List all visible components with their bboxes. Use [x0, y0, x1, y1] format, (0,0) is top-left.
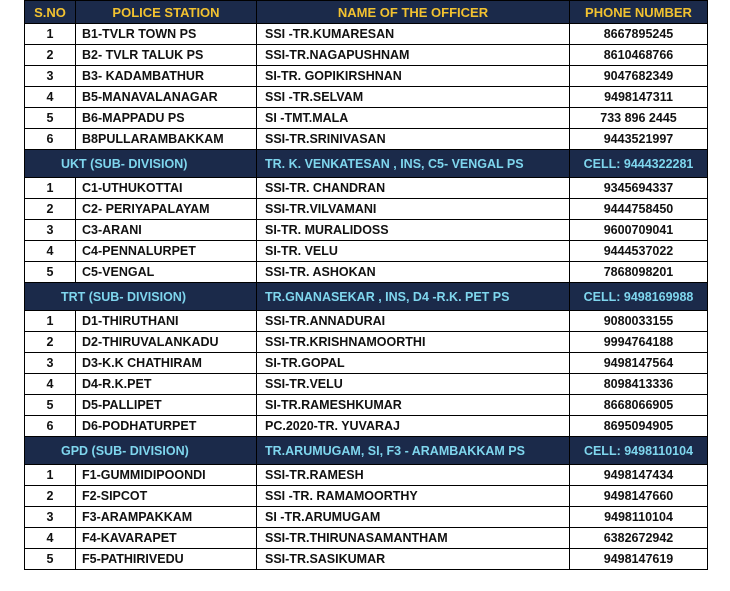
header-phone: PHONE NUMBER	[570, 1, 708, 24]
phone-cell: 9047682349	[570, 66, 708, 87]
sno-cell: 1	[25, 311, 76, 332]
phone-cell: 9080033155	[570, 311, 708, 332]
station-cell: C2- PERIYAPALAYAM	[76, 199, 257, 220]
sno-cell: 2	[25, 486, 76, 507]
table-row	[25, 416, 708, 437]
phone-cell: 9498147660	[570, 486, 708, 507]
officer-cell: SI-TR. VELU	[257, 241, 570, 262]
station-cell: D4-R.K.PET	[76, 374, 257, 395]
officer-cell: SSI-TR.VILVAMANI	[257, 199, 570, 220]
phone-cell: 6382672942	[570, 528, 708, 549]
station-cell: B1-TVLR TOWN PS	[76, 24, 257, 45]
header-station: POLICE STATION	[76, 1, 257, 24]
table-row	[25, 199, 708, 220]
sno-cell: 4	[25, 528, 76, 549]
phone-cell: 9498147619	[570, 549, 708, 570]
table-row	[25, 395, 708, 416]
officer-cell: PC.2020-TR. YUVARAJ	[257, 416, 570, 437]
phone-cell: 8610468766	[570, 45, 708, 66]
phone-cell: 9498147311	[570, 87, 708, 108]
sno-cell: 5	[25, 262, 76, 283]
sno-cell: 1	[25, 465, 76, 486]
subdivision-name: UKT (SUB- DIVISION)	[25, 150, 257, 178]
table-row	[25, 311, 708, 332]
phone-cell: 9345694337	[570, 178, 708, 199]
officer-cell: SSI -TR.SELVAM	[257, 87, 570, 108]
subdivision-row	[25, 437, 708, 465]
officer-cell: SSI-TR.NAGAPUSHNAM	[257, 45, 570, 66]
sno-cell: 3	[25, 220, 76, 241]
sno-cell: 6	[25, 416, 76, 437]
station-cell: F5-PATHIRIVEDU	[76, 549, 257, 570]
officer-cell: SI-TR.RAMESHKUMAR	[257, 395, 570, 416]
table-row	[25, 262, 708, 283]
station-cell: D3-K.K CHATHIRAM	[76, 353, 257, 374]
phone-cell: 733 896 2445	[570, 108, 708, 129]
police-directory-table	[24, 0, 708, 570]
sno-cell: 4	[25, 241, 76, 262]
sno-cell: 1	[25, 24, 76, 45]
officer-cell: SI -TMT.MALA	[257, 108, 570, 129]
sno-cell: 1	[25, 178, 76, 199]
sno-cell: 3	[25, 507, 76, 528]
station-cell: C4-PENNALURPET	[76, 241, 257, 262]
header-sno: S.NO	[25, 1, 76, 24]
table-row	[25, 241, 708, 262]
station-cell: B3- KADAMBATHUR	[76, 66, 257, 87]
phone-cell: 9443521997	[570, 129, 708, 150]
subdivision-officer: TR.GNANASEKAR , INS, D4 -R.K. PET PS	[257, 283, 570, 311]
officer-cell: SSI-TR. CHANDRAN	[257, 178, 570, 199]
officer-cell: SSI-TR.THIRUNASAMANTHAM	[257, 528, 570, 549]
table-row	[25, 353, 708, 374]
subdivision-cell: CELL: 9498169988	[570, 283, 708, 311]
table-row	[25, 129, 708, 150]
station-cell: D5-PALLIPET	[76, 395, 257, 416]
subdivision-cell: CELL: 9498110104	[570, 437, 708, 465]
officer-cell: SI -TR.ARUMUGAM	[257, 507, 570, 528]
table-row	[25, 178, 708, 199]
sno-cell: 3	[25, 353, 76, 374]
phone-cell: 9498110104	[570, 507, 708, 528]
station-cell: F2-SIPCOT	[76, 486, 257, 507]
phone-cell: 8667895245	[570, 24, 708, 45]
phone-cell: 8695094905	[570, 416, 708, 437]
subdivision-row	[25, 283, 708, 311]
table-row	[25, 374, 708, 395]
phone-cell: 9600709041	[570, 220, 708, 241]
table-row	[25, 220, 708, 241]
officer-cell: SI-TR. GOPIKIRSHNAN	[257, 66, 570, 87]
station-cell: B8PULLARAMBAKKAM	[76, 129, 257, 150]
subdivision-name: GPD (SUB- DIVISION)	[25, 437, 257, 465]
phone-cell: 7868098201	[570, 262, 708, 283]
station-cell: B5-MANAVALANAGAR	[76, 87, 257, 108]
station-cell: F4-KAVARAPET	[76, 528, 257, 549]
subdivision-row	[25, 150, 708, 178]
station-cell: F3-ARAMPAKKAM	[76, 507, 257, 528]
sno-cell: 3	[25, 66, 76, 87]
table-row	[25, 528, 708, 549]
table-row	[25, 549, 708, 570]
table-body	[25, 24, 708, 570]
sno-cell: 6	[25, 129, 76, 150]
subdivision-officer: TR. K. VENKATESAN , INS, C5- VENGAL PS	[257, 150, 570, 178]
officer-cell: SSI-TR.RAMESH	[257, 465, 570, 486]
table-row	[25, 45, 708, 66]
table-row	[25, 66, 708, 87]
sno-cell: 2	[25, 45, 76, 66]
station-cell: D1-THIRUTHANI	[76, 311, 257, 332]
station-cell: C5-VENGAL	[76, 262, 257, 283]
officer-cell: SSI-TR.ANNADURAI	[257, 311, 570, 332]
station-cell: F1-GUMMIDIPOONDI	[76, 465, 257, 486]
sno-cell: 5	[25, 108, 76, 129]
officer-cell: SSI-TR.VELU	[257, 374, 570, 395]
officer-cell: SSI-TR.SASIKUMAR	[257, 549, 570, 570]
subdivision-cell: CELL: 9444322281	[570, 150, 708, 178]
officer-cell: SSI -TR. RAMAMOORTHY	[257, 486, 570, 507]
station-cell: B2- TVLR TALUK PS	[76, 45, 257, 66]
phone-cell: 9498147434	[570, 465, 708, 486]
station-cell: D6-PODHATURPET	[76, 416, 257, 437]
sno-cell: 4	[25, 374, 76, 395]
table-row	[25, 87, 708, 108]
phone-cell: 8098413336	[570, 374, 708, 395]
station-cell: B6-MAPPADU PS	[76, 108, 257, 129]
header-row	[25, 1, 708, 24]
officer-cell: SSI-TR. ASHOKAN	[257, 262, 570, 283]
table-row	[25, 465, 708, 486]
table-row	[25, 332, 708, 353]
subdivision-officer: TR.ARUMUGAM, SI, F3 - ARAMBAKKAM PS	[257, 437, 570, 465]
station-cell: C3-ARANI	[76, 220, 257, 241]
phone-cell: 9994764188	[570, 332, 708, 353]
sno-cell: 4	[25, 87, 76, 108]
officer-cell: SI-TR. MURALIDOSS	[257, 220, 570, 241]
officer-cell: SSI-TR.SRINIVASAN	[257, 129, 570, 150]
station-cell: D2-THIRUVALANKADU	[76, 332, 257, 353]
phone-cell: 9444758450	[570, 199, 708, 220]
station-cell: C1-UTHUKOTTAI	[76, 178, 257, 199]
officer-cell: SSI-TR.KRISHNAMOORTHI	[257, 332, 570, 353]
subdivision-name: TRT (SUB- DIVISION)	[25, 283, 257, 311]
table-row	[25, 486, 708, 507]
sno-cell: 5	[25, 549, 76, 570]
table-row	[25, 507, 708, 528]
table-row	[25, 24, 708, 45]
phone-cell: 9444537022	[570, 241, 708, 262]
sno-cell: 5	[25, 395, 76, 416]
table-row	[25, 108, 708, 129]
phone-cell: 9498147564	[570, 353, 708, 374]
sno-cell: 2	[25, 332, 76, 353]
officer-cell: SI-TR.GOPAL	[257, 353, 570, 374]
header-officer: NAME OF THE OFFICER	[257, 1, 570, 24]
officer-cell: SSI -TR.KUMARESAN	[257, 24, 570, 45]
phone-cell: 8668066905	[570, 395, 708, 416]
sno-cell: 2	[25, 199, 76, 220]
